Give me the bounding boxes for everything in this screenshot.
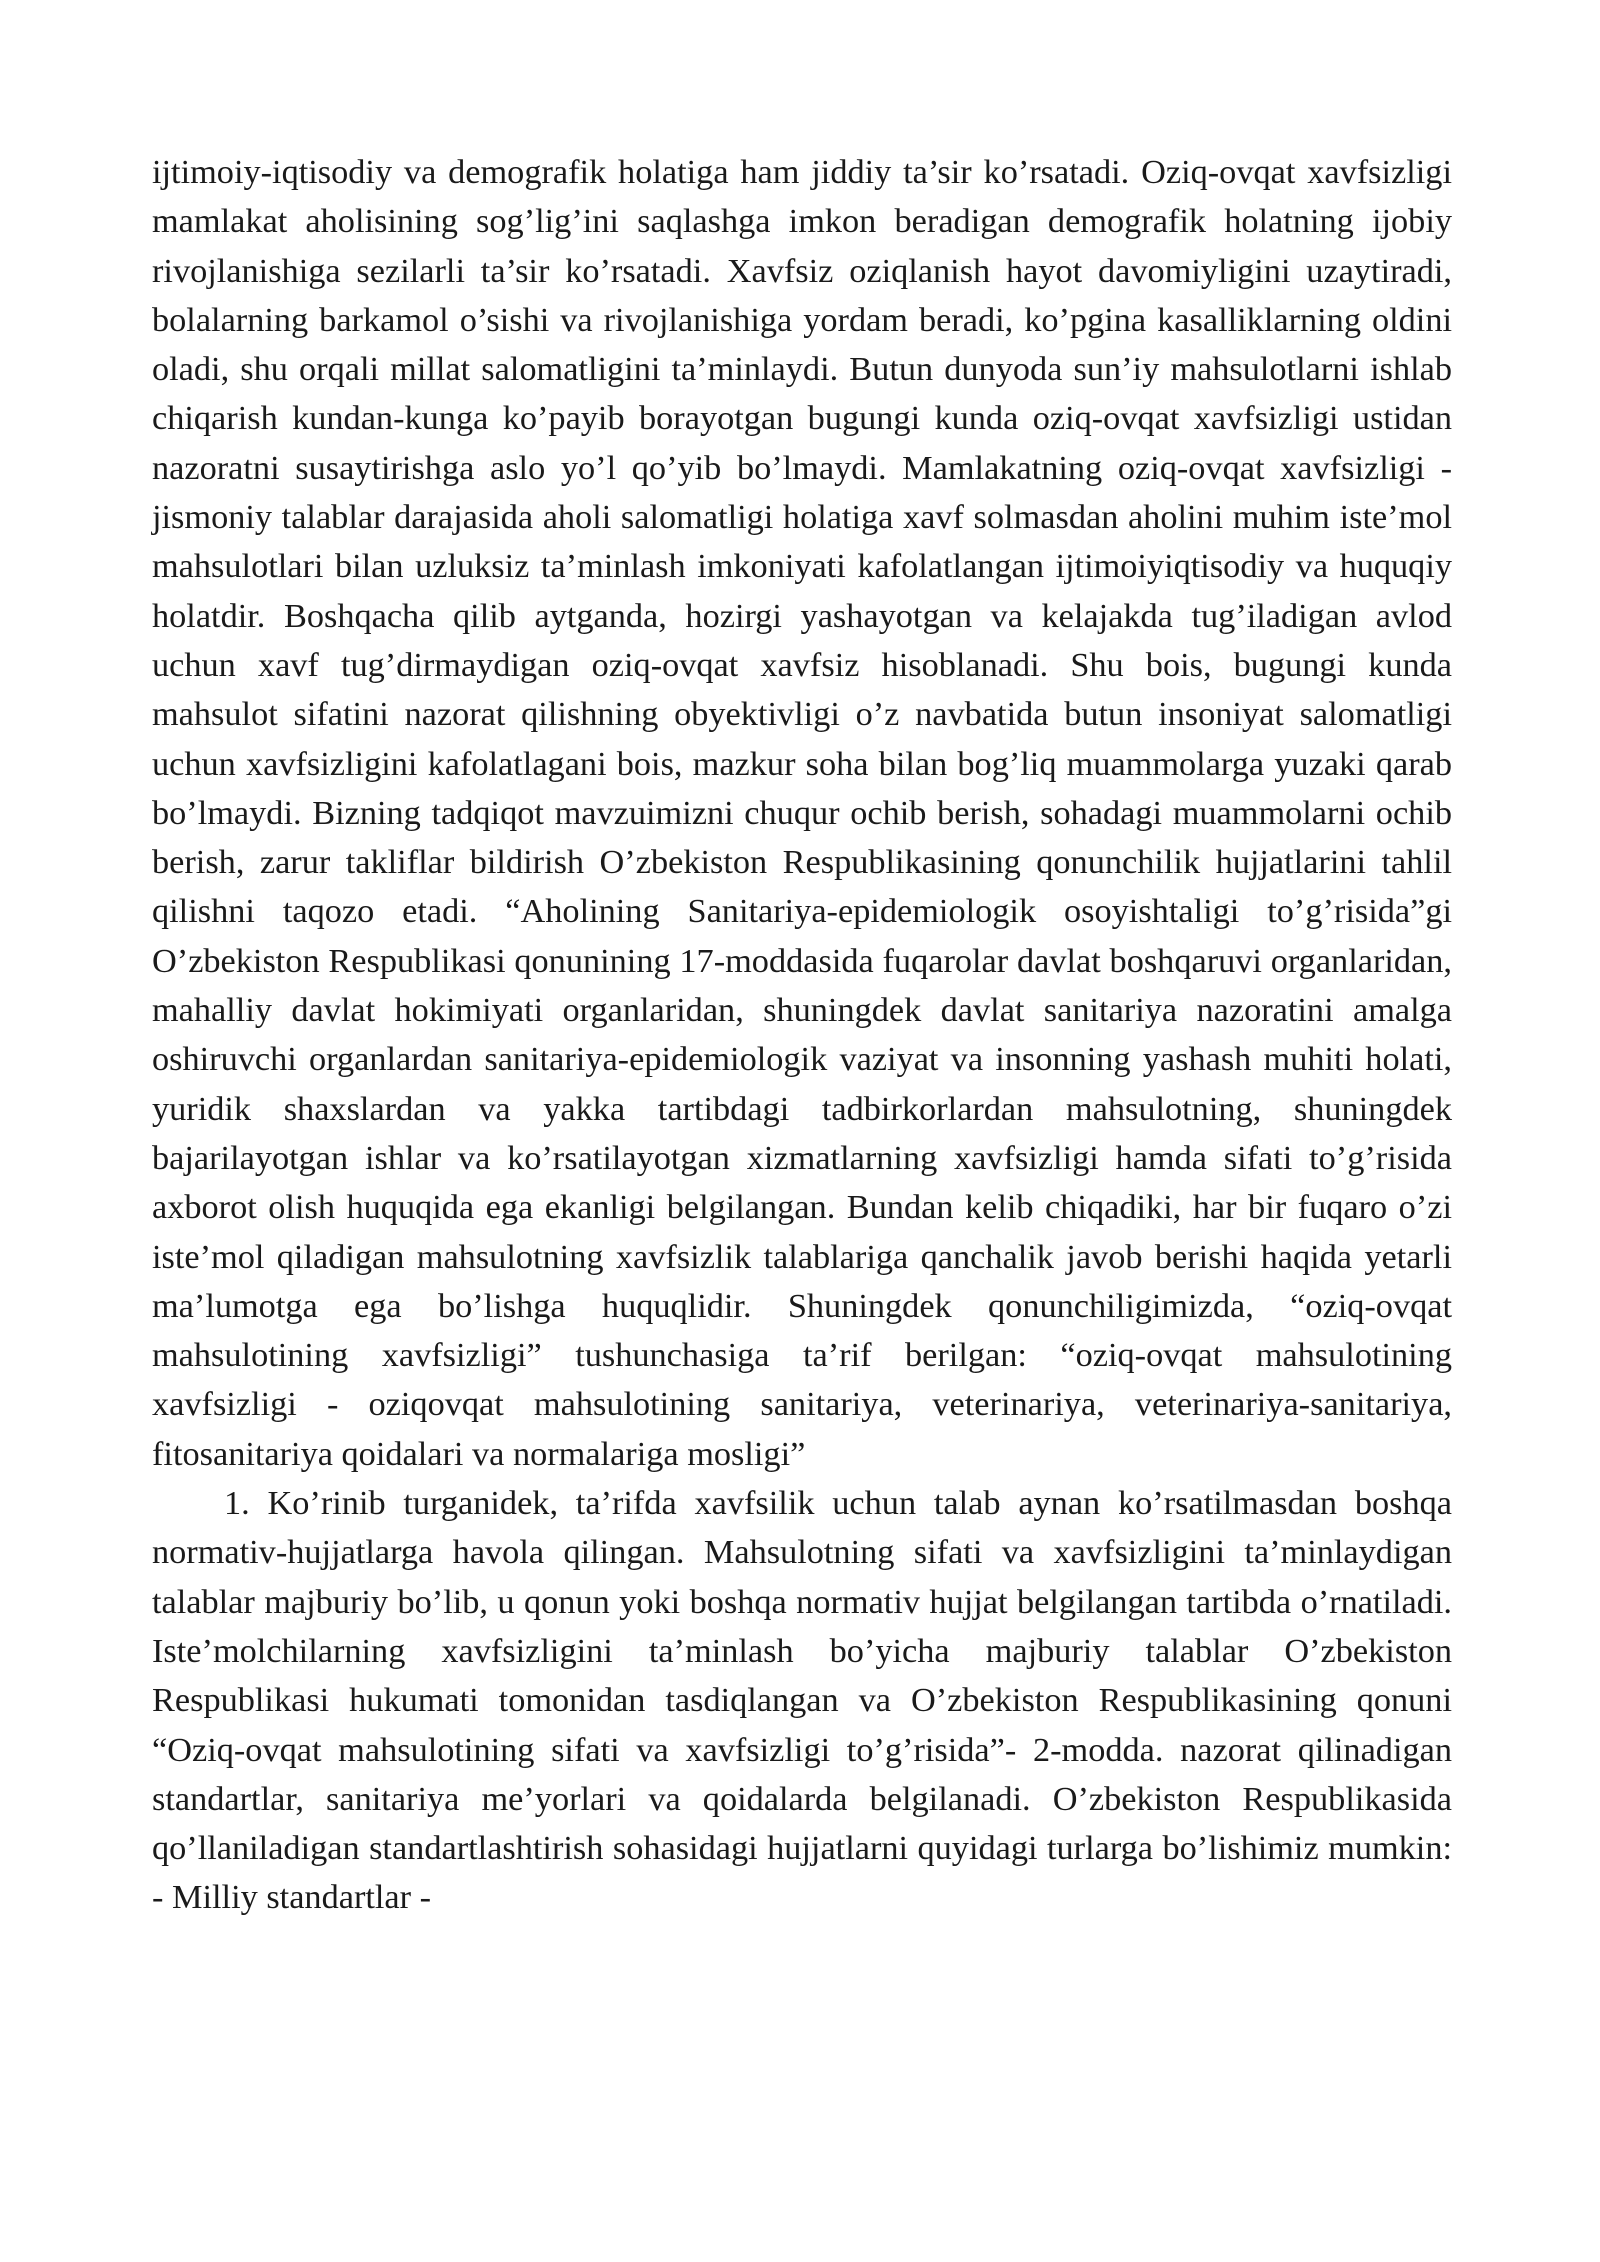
document-body (152, 148, 1452, 1923)
paragraph-1: ijtimoiy-iqtisodiy va demografik holatiga ham jiddiy ta’sir ko’rsatadi. Oziq-ovqat xavfsizligi mamlakat aholisining sog’lig’ini saqlashga imkon beradigan demografik holatning ijobiy rivojlanishiga sezilarli ta’sir ko’rsatadi. Xavfsiz oziqlanish hayot davomiyligini uzaytiradi, bolalarning barkamol o’sishi va rivojlanishiga yordam beradi, ko’pgina kasalliklarning oldini oladi, shu orqali millat salomatligini ta’minlaydi. Butun dunyoda sun’iy mahsulotlarni ishlab chiqarish kundan-kunga ko’payib borayotgan bugungi kunda oziq-ovqat xavfsizligi ustidan nazoratni susaytirishga aslo yo’l qo’yib bo’lmaydi. Mamlakatning oziq-ovqat xavfsizligi - jismoniy talablar darajasida aholi salomatligi holatiga xavf solmasdan aholini muhim iste’mol mahsulotlari bilan uzluksiz ta’minlash imkoniyati kafolatlangan ijtimoiyiqtisodiy va huquqiy holatdir. Boshqacha qilib aytganda, hozirgi yashayotgan va kelajakda tug’iladigan avlod uchun xavf tug’dirmaydigan oziq-ovqat xavfsiz hisoblanadi. Shu bois, bugungi kunda mahsulot sifatini nazorat qilishning obyektivligi o’z navbatida butun insoniyat salomatligi uchun xavfsizligini kafolatlagani bois, mazkur soha bilan bog’liq muammolarga yuzaki qarab bo’lmaydi. Bizning tadqiqot mavzuimizni chuqur ochib berish, sohadagi muammolarni ochib berish, zarur takliflar bildirish O’zbekiston Respublikasining qonunchilik hujjatlarini tahlil qilishni taqozo etadi. “Aholining Sanitariya-epidemiologik osoyishtaligi to’g’risida”gi O’zbekiston Respublikasi qonunining 17-moddasida fuqarolar davlat boshqaruvi organlaridan, mahalliy davlat hokimiyati organlaridan, shuningdek davlat sanitariya nazoratini amalga oshiruvchi organlardan sanitariya-epidemiologik vaziyat va insonning yashash muhiti holati, yuridik shaxslardan va yakka tartibdagi tadbirkorlardan mahsulotning, shuningdek bajarilayotgan ishlar va ko’rsatilayotgan xizmatlarning xavfsizligi hamda sifati to’g’risida axborot olish huquqida ega ekanligi belgilangan. Bundan kelib chiqadiki, har bir fuqaro o’zi iste’mol qiladigan mahsulotning xavfsizlik talablariga qanchalik javob berishi haqida yetarli ma’lumotga ega bo’lishga huquqlidir. Shuningdek qonunchiligimizda, “oziq-ovqat mahsulotining xavfsizligi” tushunchasiga ta’rif berilgan: “oziq-ovqat mahsulotining xavfsizligi - oziqovqat mahsulotining sanitariya, veterinariya, veterinariya-sanitariya, fitosanitariya qoidalari va normalariga mosligi” (152, 153, 1452, 1473)
paragraph-2: 1. Ko’rinib turganidek, ta’rifda xavfsilik uchun talab aynan ko’rsatilmasdan boshqa normativ-hujjatlarga havola qilingan. Mahsulotning sifati va xavfsizligini ta’minlaydigan talablar majburiy bo’lib, u qonun yoki boshqa normativ hujjat belgilangan tartibda o’rnatiladi. Iste’molchilarning xavfsizligini ta’minlash bo’yicha majburiy talablar O’zbekiston Respublikasi hukumati tomonidan tasdiqlangan va O’zbekiston Respublikasining qonuni “Oziq-ovqat mahsulotining sifati va xavfsizligi to’g’risida”- 2-modda. nazorat qilinadigan standartlar, sanitariya me’yorlari va qoidalarda belgilanadi. O’zbekiston Respublikasida qo’llaniladigan standartlashtirish sohasidagi hujjatlarni quyidagi turlarga bo’lishimiz mumkin: - Milliy standartlar - (152, 1484, 1452, 1917)
